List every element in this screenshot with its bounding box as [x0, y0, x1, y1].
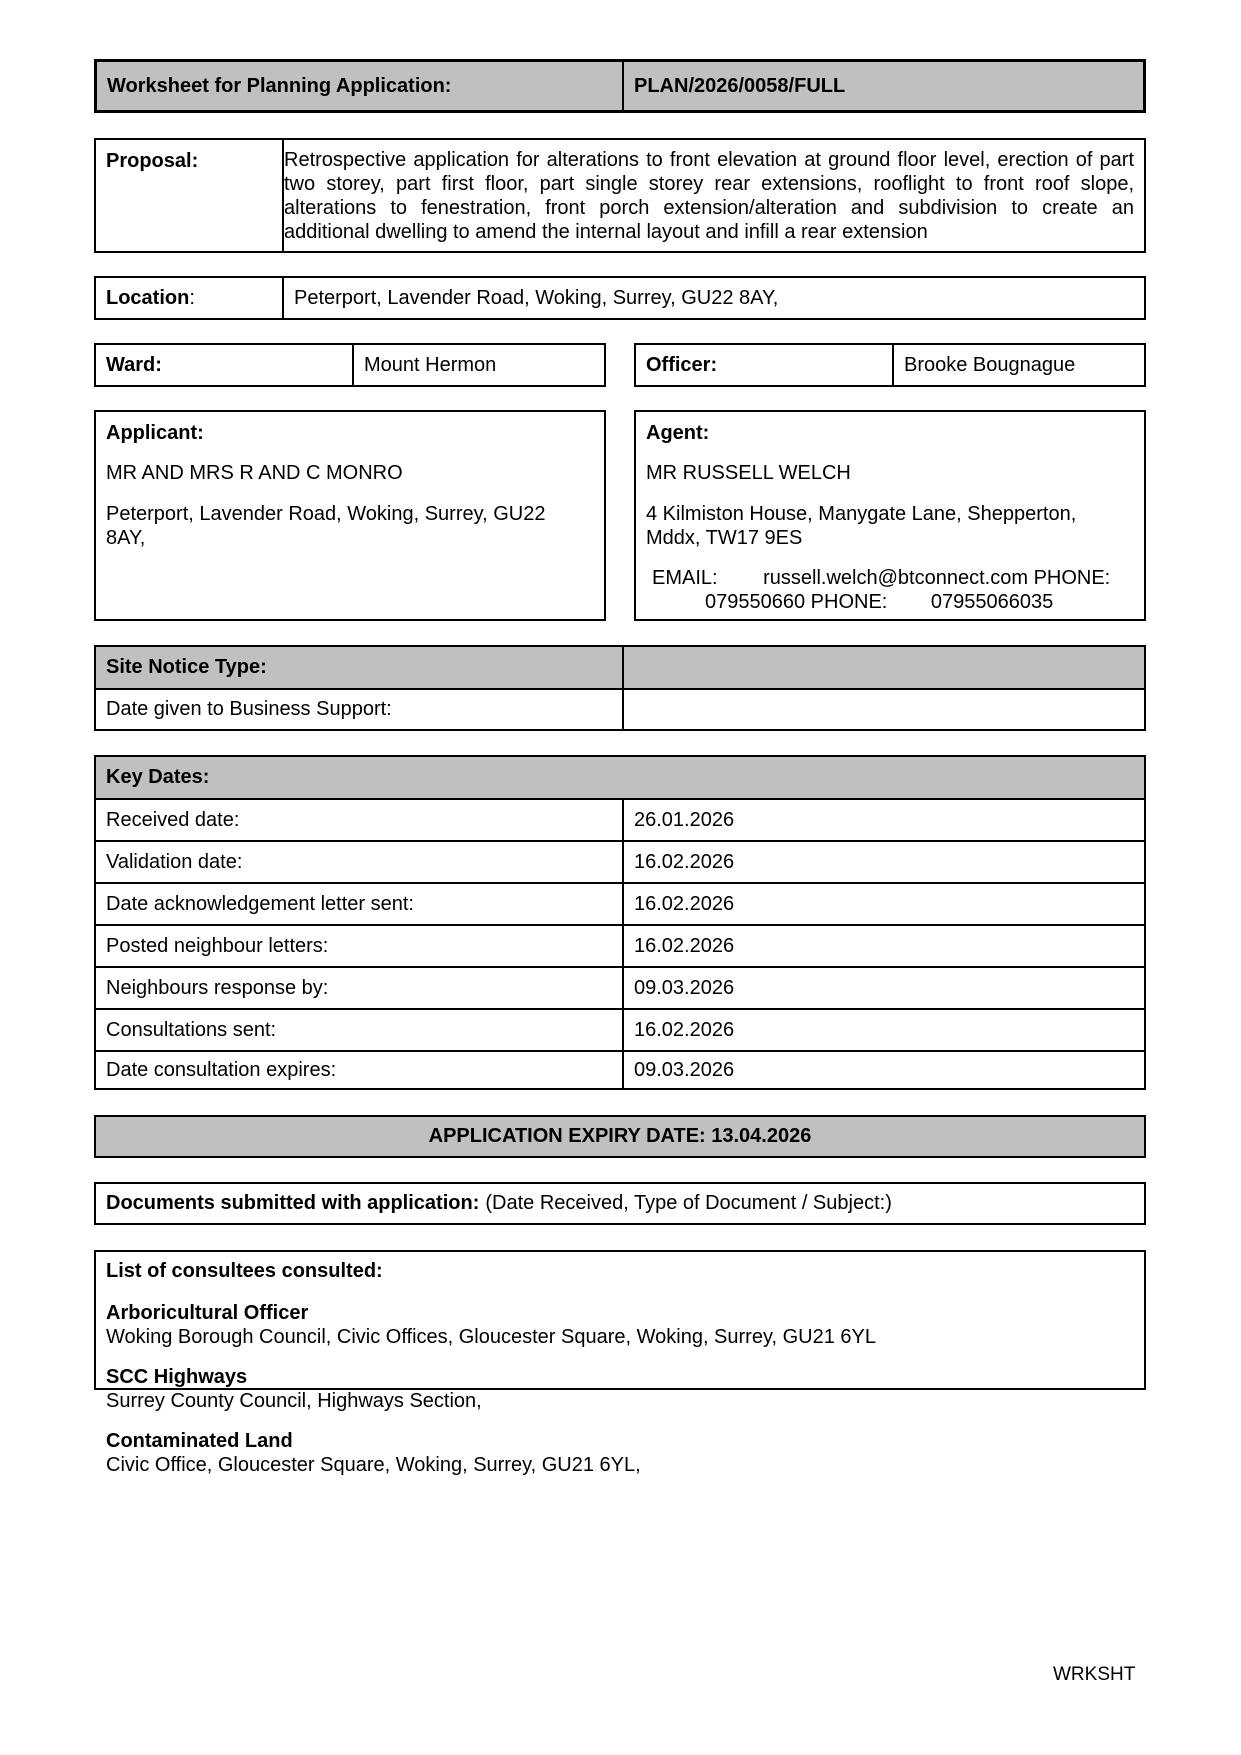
site-notice-table — [94, 645, 1146, 731]
key-date-value: 09.03.2026 — [634, 1058, 735, 1081]
worksheet-header — [94, 59, 1146, 113]
key-date-value: 16.02.2026 — [634, 934, 735, 957]
key-date-value: 16.02.2026 — [634, 850, 735, 873]
agent-address-line1: 4 Kilmiston House, Manygate Lane, Shepperton, — [646, 503, 1077, 525]
business-support-row — [96, 688, 1144, 729]
consultee-address: Surrey County Council, Highways Section, — [106, 1390, 482, 1412]
ward-value: Mount Hermon — [364, 353, 497, 376]
officer-label: Officer: — [646, 353, 718, 376]
location-box — [94, 276, 1146, 320]
agent-name: MR RUSSELL WELCH — [646, 462, 851, 484]
key-dates-heading-row — [96, 757, 1144, 798]
key-date-label: Posted neighbour letters: — [96, 926, 624, 966]
officer-value: Brooke Bougnague — [904, 353, 1076, 376]
key-date-value: 16.02.2026 — [634, 1018, 735, 1041]
proposal-text: Retrospective application for alterations to front elevation at ground floor level, erection of part two storey, part first floor, part single storey rear extensions, rooflight to front roof slope, alterations to fenestration, front porch extension/alteration and subdivision to create an additional dwelling to amend the internal layout and infill a rear extension — [284, 149, 1134, 243]
table-row — [96, 1050, 1144, 1088]
consultee-name: SCC Highways — [106, 1366, 248, 1388]
documents-box — [94, 1182, 1146, 1225]
ward-box — [94, 343, 606, 387]
expiry-box — [94, 1115, 1146, 1158]
table-row — [96, 966, 1144, 1008]
key-dates-table — [94, 755, 1146, 1090]
business-support-value — [624, 690, 1144, 729]
table-row — [96, 924, 1144, 966]
agent-phone-label-1: PHONE: — [1033, 567, 1111, 589]
footer-code: WRKSHT — [1053, 1664, 1136, 1685]
key-date-value: 09.03.2026 — [634, 976, 735, 999]
site-notice-type-row — [96, 647, 1144, 688]
ward-label: Ward: — [106, 353, 162, 376]
application-reference: PLAN/2026/0058/FULL — [634, 74, 846, 97]
location-value: Peterport, Lavender Road, Woking, Surrey, GU22 8AY, — [294, 286, 779, 309]
consultee-address: Civic Office, Gloucester Square, Woking, Surrey, GU21 6YL, — [106, 1454, 641, 1476]
site-notice-type-value — [624, 647, 1144, 688]
applicant-label: Applicant: — [106, 422, 204, 444]
key-date-label: Consultations sent: — [96, 1010, 624, 1050]
table-row — [96, 882, 1144, 924]
application-expiry-date: APPLICATION EXPIRY DATE: 13.04.2026 — [428, 1125, 812, 1147]
location-label: Location : — [106, 286, 195, 309]
table-row — [96, 840, 1144, 882]
documents-note: (Date Received, Type of Document / Subject:) — [485, 1192, 892, 1214]
proposal-label: Proposal: — [106, 150, 199, 172]
applicant-name: MR AND MRS R AND C MONRO — [106, 462, 403, 484]
agent-label: Agent: — [646, 422, 710, 444]
consultees-box — [94, 1250, 1146, 1476]
consultee-address: Woking Borough Council, Civic Offices, Gloucester Square, Woking, Surrey, GU21 6YL — [106, 1326, 876, 1348]
key-date-label: Neighbours response by: — [96, 968, 624, 1008]
list-item — [106, 1429, 641, 1477]
list-item — [106, 1365, 482, 1413]
consultees-heading: List of consultees consulted: — [106, 1260, 383, 1282]
documents-label: Documents submitted with application: — [106, 1192, 480, 1214]
agent-address-line2: Mddx, TW17 9ES — [646, 527, 803, 549]
consultee-name: Arboricultural Officer — [106, 1302, 309, 1324]
site-notice-type-label: Site Notice Type: — [96, 647, 624, 688]
agent-phone-2: 07955066035 — [930, 591, 1054, 613]
consultee-name: Contaminated Land — [106, 1430, 293, 1452]
key-date-label: Date acknowledgement letter sent: — [96, 884, 624, 924]
business-support-label: Date given to Business Support: — [96, 690, 624, 729]
key-date-value: 16.02.2026 — [634, 892, 735, 915]
key-date-value: 26.01.2026 — [634, 808, 735, 831]
worksheet-title: Worksheet for Planning Application: — [107, 74, 452, 97]
applicant-box — [94, 410, 606, 621]
agent-phone-1: 079550660 — [705, 591, 806, 613]
applicant-address-line1: Peterport, Lavender Road, Woking, Surrey, GU22 — [106, 503, 546, 525]
table-row — [96, 798, 1144, 840]
table-row — [96, 1008, 1144, 1050]
key-date-label: Received date: — [96, 800, 624, 840]
applicant-address-line2: 8AY, — [106, 527, 146, 549]
agent-contact-line1 — [652, 567, 1110, 590]
officer-box — [634, 343, 1146, 387]
agent-email: russell.welch@btconnect.com — [763, 567, 1028, 589]
list-item — [106, 1301, 876, 1349]
agent-phone-label-2: PHONE: — [810, 591, 888, 613]
agent-email-label: EMAIL: — [652, 567, 718, 589]
key-date-label: Date consultation expires: — [96, 1052, 624, 1088]
agent-box — [634, 410, 1146, 621]
key-date-label: Validation date: — [96, 842, 624, 882]
agent-contact-line2 — [705, 591, 1053, 614]
proposal-box — [94, 138, 1146, 253]
key-dates-heading: Key Dates: — [106, 766, 210, 788]
